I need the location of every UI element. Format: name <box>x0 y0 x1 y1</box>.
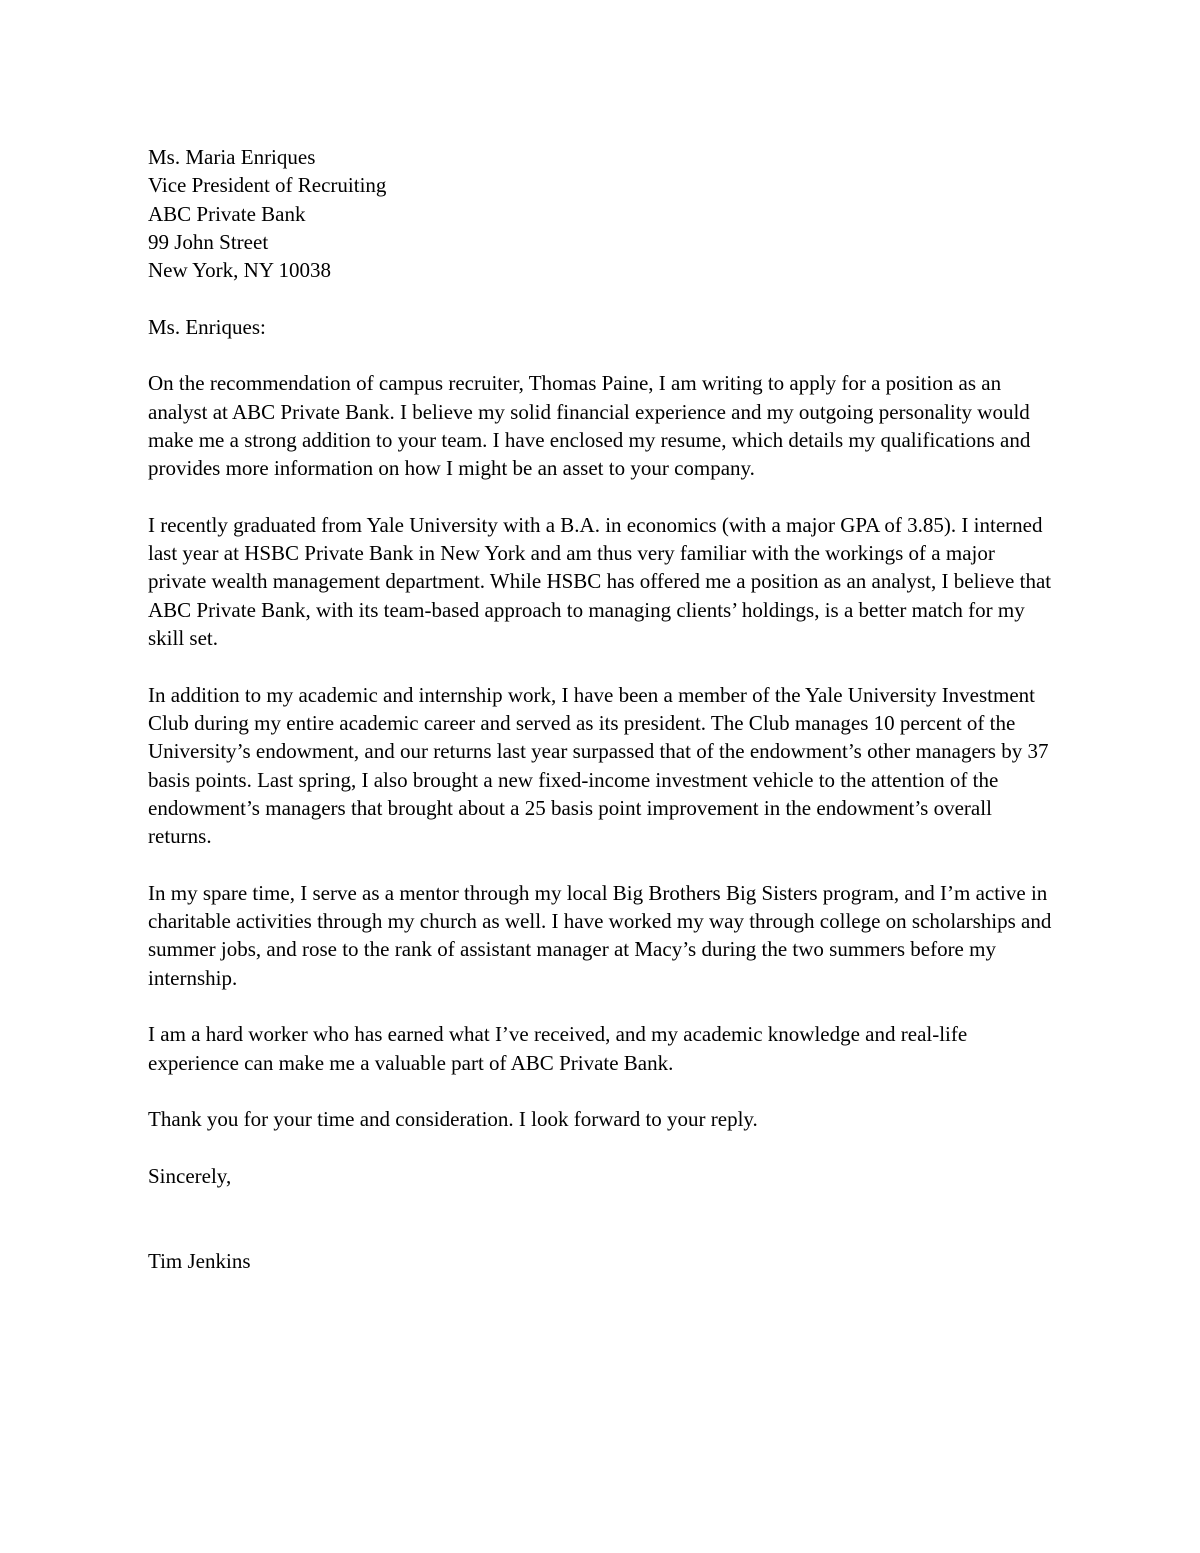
salutation: Ms. Enriques: <box>148 314 266 339</box>
recipient-city-line: New York, NY 10038 <box>148 258 331 283</box>
recipient-address-block <box>148 143 1053 284</box>
letter-body <box>148 143 1053 1275</box>
body-paragraph-3: In addition to my academic and internship work, I have been a member of the Yale University Investment Club during my entire academic career and served as its president. The Club manages 10 percent of the University’s endowment, and our returns last year surpassed that of the endowment’s other managers by 37 basis points. Last spring, I also brought a new fixed-income investment vehicle to the attention of the endowment’s managers that brought about a 25 basis point improvement in the endowment’s overall returns. <box>148 682 1049 849</box>
body-paragraph-5: I am a hard worker who has earned what I’ve received, and my academic knowledge and real-life experience can make me a valuable part of ABC Private Bank. <box>148 1022 968 1075</box>
body-paragraph-1: On the recommendation of campus recruiter, Thomas Paine, I am writing to apply for a position as an analyst at ABC Private Bank. I believe my solid financial experience and my outgoing personality would make me a strong addition to your team. I have enclosed my resume, which details my qualifications and provides more information on how I might be an asset to your company. <box>148 371 1031 481</box>
body-paragraph-6: Thank you for your time and consideration. I look forward to your reply. <box>148 1107 758 1132</box>
recipient-name: Ms. Maria Enriques <box>148 145 316 169</box>
body-paragraph-4: In my spare time, I serve as a mentor through my local Big Brothers Big Sisters program, and I’m active in charitable activities through my church as well. I have worked my way through college on scholarships and summer jobs, and rose to the rank of assistant manager at Macy’s during the two summers before my internship. <box>148 880 1052 990</box>
recipient-title: Vice President of Recruiting <box>148 173 387 198</box>
signature-name: Tim Jenkins <box>148 1248 251 1273</box>
recipient-company: ABC Private Bank <box>148 201 306 226</box>
body-paragraph-2: I recently graduated from Yale University with a B.A. in economics (with a major GPA of 3.85). I interned last year at HSBC Private Bank in New York and am thus very familiar with the workings of a major private wealth management department. While HSBC has offered me a position as an analyst, I believe that ABC Private Bank, with its team-based approach to managing clients’ holdings, is a better match for my skill set. <box>148 512 1052 651</box>
closing: Sincerely, <box>148 1163 232 1188</box>
recipient-street: 99 John Street <box>148 229 269 254</box>
